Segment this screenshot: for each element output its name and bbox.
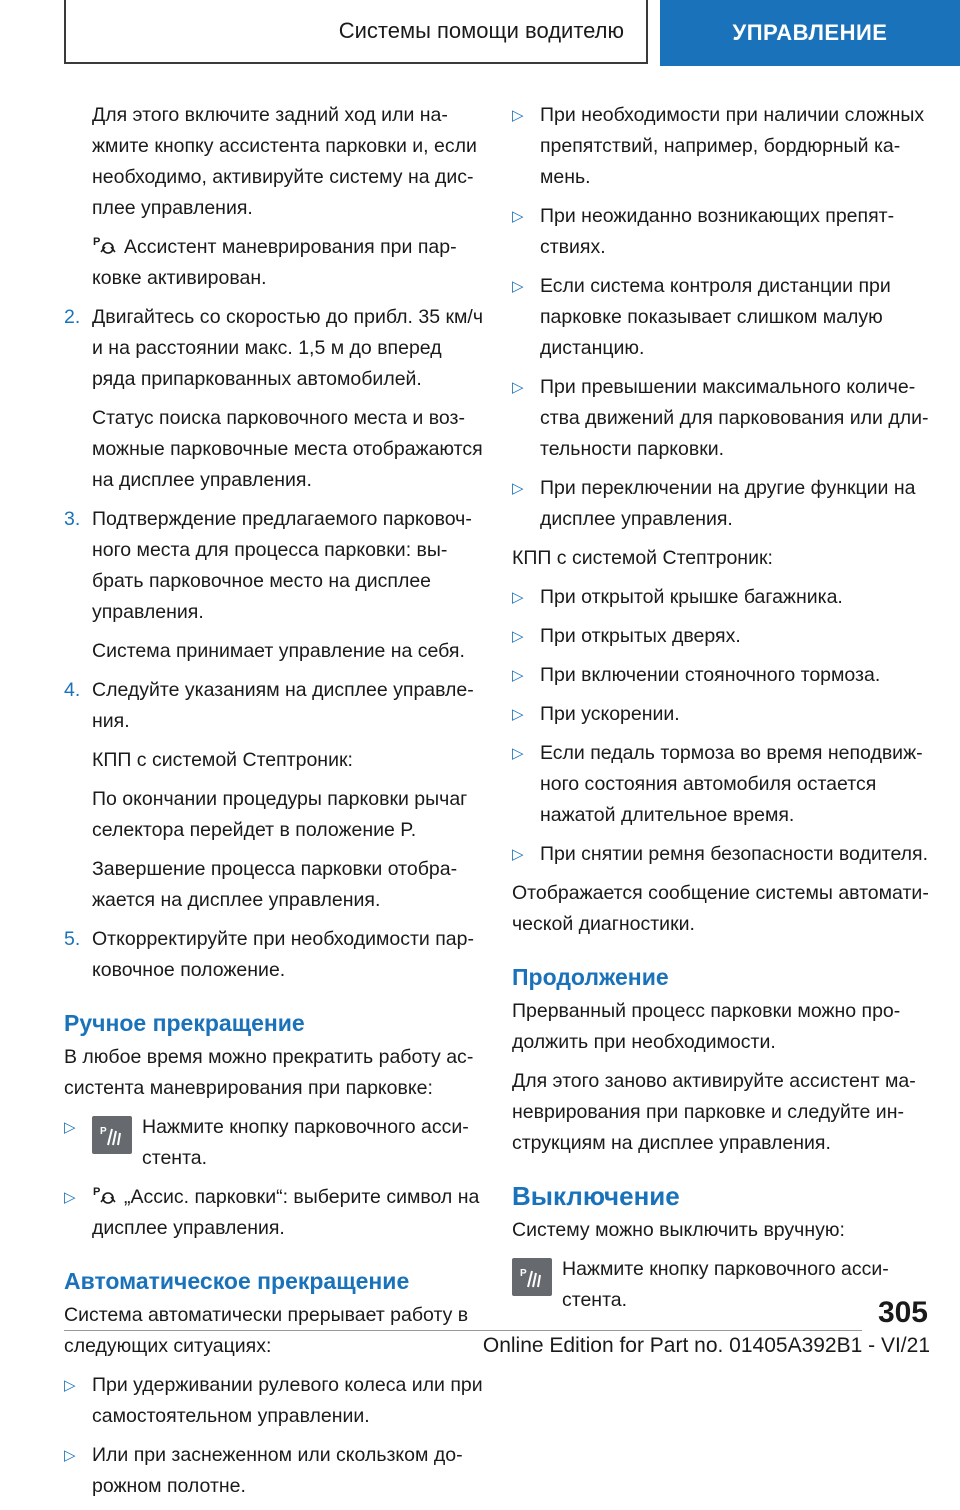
list-item (64, 1112, 484, 1174)
list-item (512, 372, 932, 465)
triangle-bullet-icon: ▷ (64, 1447, 76, 1464)
diagnostic-text: Отображается сообщение системы автоматической диагностики. (512, 882, 929, 935)
auto-stop-heading: Автоматическое прекращение (64, 1268, 410, 1294)
step-number: 3. (64, 508, 81, 530)
step-number: 5. (64, 928, 81, 950)
switch-off-heading: Выключение (512, 1181, 680, 1211)
bullet-text: При ускорении. (540, 703, 680, 725)
step-text: КПП с системой Стептроник: (92, 749, 353, 771)
triangle-bullet-icon: ▷ (64, 1377, 76, 1394)
step-number: 4. (64, 679, 81, 701)
list-item (64, 1182, 484, 1244)
list-item (512, 699, 932, 730)
continue-text: Прерванный процесс парковки можно продолжить при необходимости. (512, 1000, 901, 1053)
intro-status-text: Ассистент маневрирования при парковке активирован. (92, 236, 457, 289)
svg-text:P: P (100, 1126, 107, 1137)
left-column (64, 100, 484, 1510)
continue-heading: Продолжение (512, 964, 669, 990)
bullet-text: При превышении максимального количества движений для парковования или длительности парковки. (540, 376, 929, 460)
parking-button-icon (512, 1258, 552, 1296)
bullet-text: „Ассис. парковки“: выберите символ на дисплее управления. (92, 1186, 480, 1239)
bullet-text: Или при заснеженном или скользком дорожном полотне. (92, 1444, 463, 1497)
list-item (64, 1440, 484, 1502)
step-text: Система принимает управление на себя. (92, 640, 465, 662)
bullet-text: При открытых дверях. (540, 625, 741, 647)
bullet-text: При неожиданно возникающих препятствиях. (540, 205, 895, 258)
switch-off-instruction-text: Нажмите кнопку парковочного ассистента. (562, 1258, 889, 1311)
bullet-text: При открытой крышке багажника. (540, 586, 843, 608)
triangle-bullet-icon: ▷ (64, 1119, 76, 1136)
triangle-bullet-icon: ▷ (512, 107, 524, 124)
step-text: Следуйте указаниям на дисплее управления. (92, 679, 474, 732)
parking-assistant-icon (92, 234, 118, 256)
auto-stop-text: Система автоматически прерывает работу в следующих ситуациях: (64, 1304, 469, 1357)
list-item (512, 738, 932, 831)
section-title: Системы помощи водителю (338, 18, 624, 43)
bullet-text: Если педаль тормоза во время неподвижного состояния автомобиля остается нажатой длительное время. (540, 742, 923, 826)
svg-text:P: P (520, 1268, 527, 1279)
list-item (512, 582, 932, 613)
step-text: По окончании процедуры парковки рычаг селектора перейдет в положение P. (92, 788, 468, 841)
step-text: Откорректируйте при необходимости парковочное положение. (92, 928, 474, 981)
bullet-text: При удерживании рулевого колеса или при самостоятельном управлении. (92, 1374, 483, 1427)
list-item (512, 100, 932, 193)
step-5 (64, 924, 484, 986)
list-item (512, 621, 932, 652)
step-3 (64, 504, 484, 667)
step-4 (64, 675, 484, 916)
switch-off-text: Систему можно выключить вручную: (512, 1219, 845, 1241)
triangle-bullet-icon: ▷ (512, 480, 524, 497)
step-number: 2. (64, 306, 81, 328)
bullet-text: Нажмите кнопку парковочного ассистента. (142, 1116, 469, 1169)
svg-text:P: P (93, 236, 101, 248)
triangle-bullet-icon: ▷ (512, 589, 524, 606)
chapter-title: УПРАВЛЕНИЕ (732, 20, 888, 45)
triangle-bullet-icon: ▷ (512, 667, 524, 684)
list-item (512, 473, 932, 535)
header-chapter-tab[interactable] (660, 0, 960, 66)
bullet-text: При необходимости при наличии сложных препятствий, например, бордюрный камень. (540, 104, 925, 188)
step-text: Подтверждение предлагаемого парковочного места для процесса парковки: выбрать парковочное место на дисплее управления. (92, 508, 472, 623)
list-item (512, 660, 932, 691)
step-text: Завершение процесса парковки отображается на дисплее управления. (92, 858, 458, 911)
triangle-bullet-icon: ▷ (512, 208, 524, 225)
bullet-text: При переключении на другие функции на дисплее управления. (540, 477, 916, 530)
svg-text:P: P (93, 1186, 101, 1198)
right-column (512, 100, 932, 1316)
footer-edition: Online Edition for Part no. 01405A392B1 - VI/21 (482, 1334, 930, 1357)
list-item (512, 271, 932, 364)
parking-button-icon (92, 1116, 132, 1154)
continue-text: Для этого заново активируйте ассистент маневрирования при парковке и следуйте инструкциям на дисплее управления. (512, 1070, 916, 1154)
triangle-bullet-icon: ▷ (512, 745, 524, 762)
footer-divider (64, 1330, 862, 1331)
bullet-text: Если система контроля дистанции при парковке показывает слишком малую дистанцию. (540, 275, 891, 359)
triangle-bullet-icon: ▷ (512, 379, 524, 396)
switch-off-instruction (512, 1254, 932, 1316)
step-text: Статус поиска парковочного места и возможные парковочные места отображаются на дисплее управления. (92, 407, 483, 491)
bullet-text: При снятии ремня безопасности водителя. (540, 843, 929, 865)
intro-status (64, 232, 484, 294)
triangle-bullet-icon: ▷ (512, 278, 524, 295)
manual-stop-text: В любое время можно прекратить работу ассистента маневрирования при парковке: (64, 1046, 474, 1099)
triangle-bullet-icon: ▷ (64, 1189, 76, 1206)
list-item (512, 201, 932, 263)
bullet-text: При включении стояночного тормоза. (540, 664, 881, 686)
triangle-bullet-icon: ▷ (512, 846, 524, 863)
list-item (512, 839, 932, 870)
parking-assistant-icon (92, 1184, 118, 1206)
steptronic-label: КПП с системой Стептроник: (512, 547, 773, 569)
step-text: Двигайтесь со скоростью до прибл. 35 км/ч и на расстоянии макс. 1,5 м до вперед ряда припаркованных автомобилей. (92, 306, 483, 390)
triangle-bullet-icon: ▷ (512, 706, 524, 723)
page-number: 305 (877, 1296, 928, 1329)
intro-paragraph: Для этого включите задний ход или нажмите кнопку ассистента парковки и, если необходимо, активируйте систему на дисплее управления. (92, 104, 477, 219)
list-item (64, 1370, 484, 1432)
step-2 (64, 302, 484, 496)
manual-stop-heading: Ручное прекращение (64, 1010, 305, 1036)
triangle-bullet-icon: ▷ (512, 628, 524, 645)
header-section-title (64, 0, 648, 64)
